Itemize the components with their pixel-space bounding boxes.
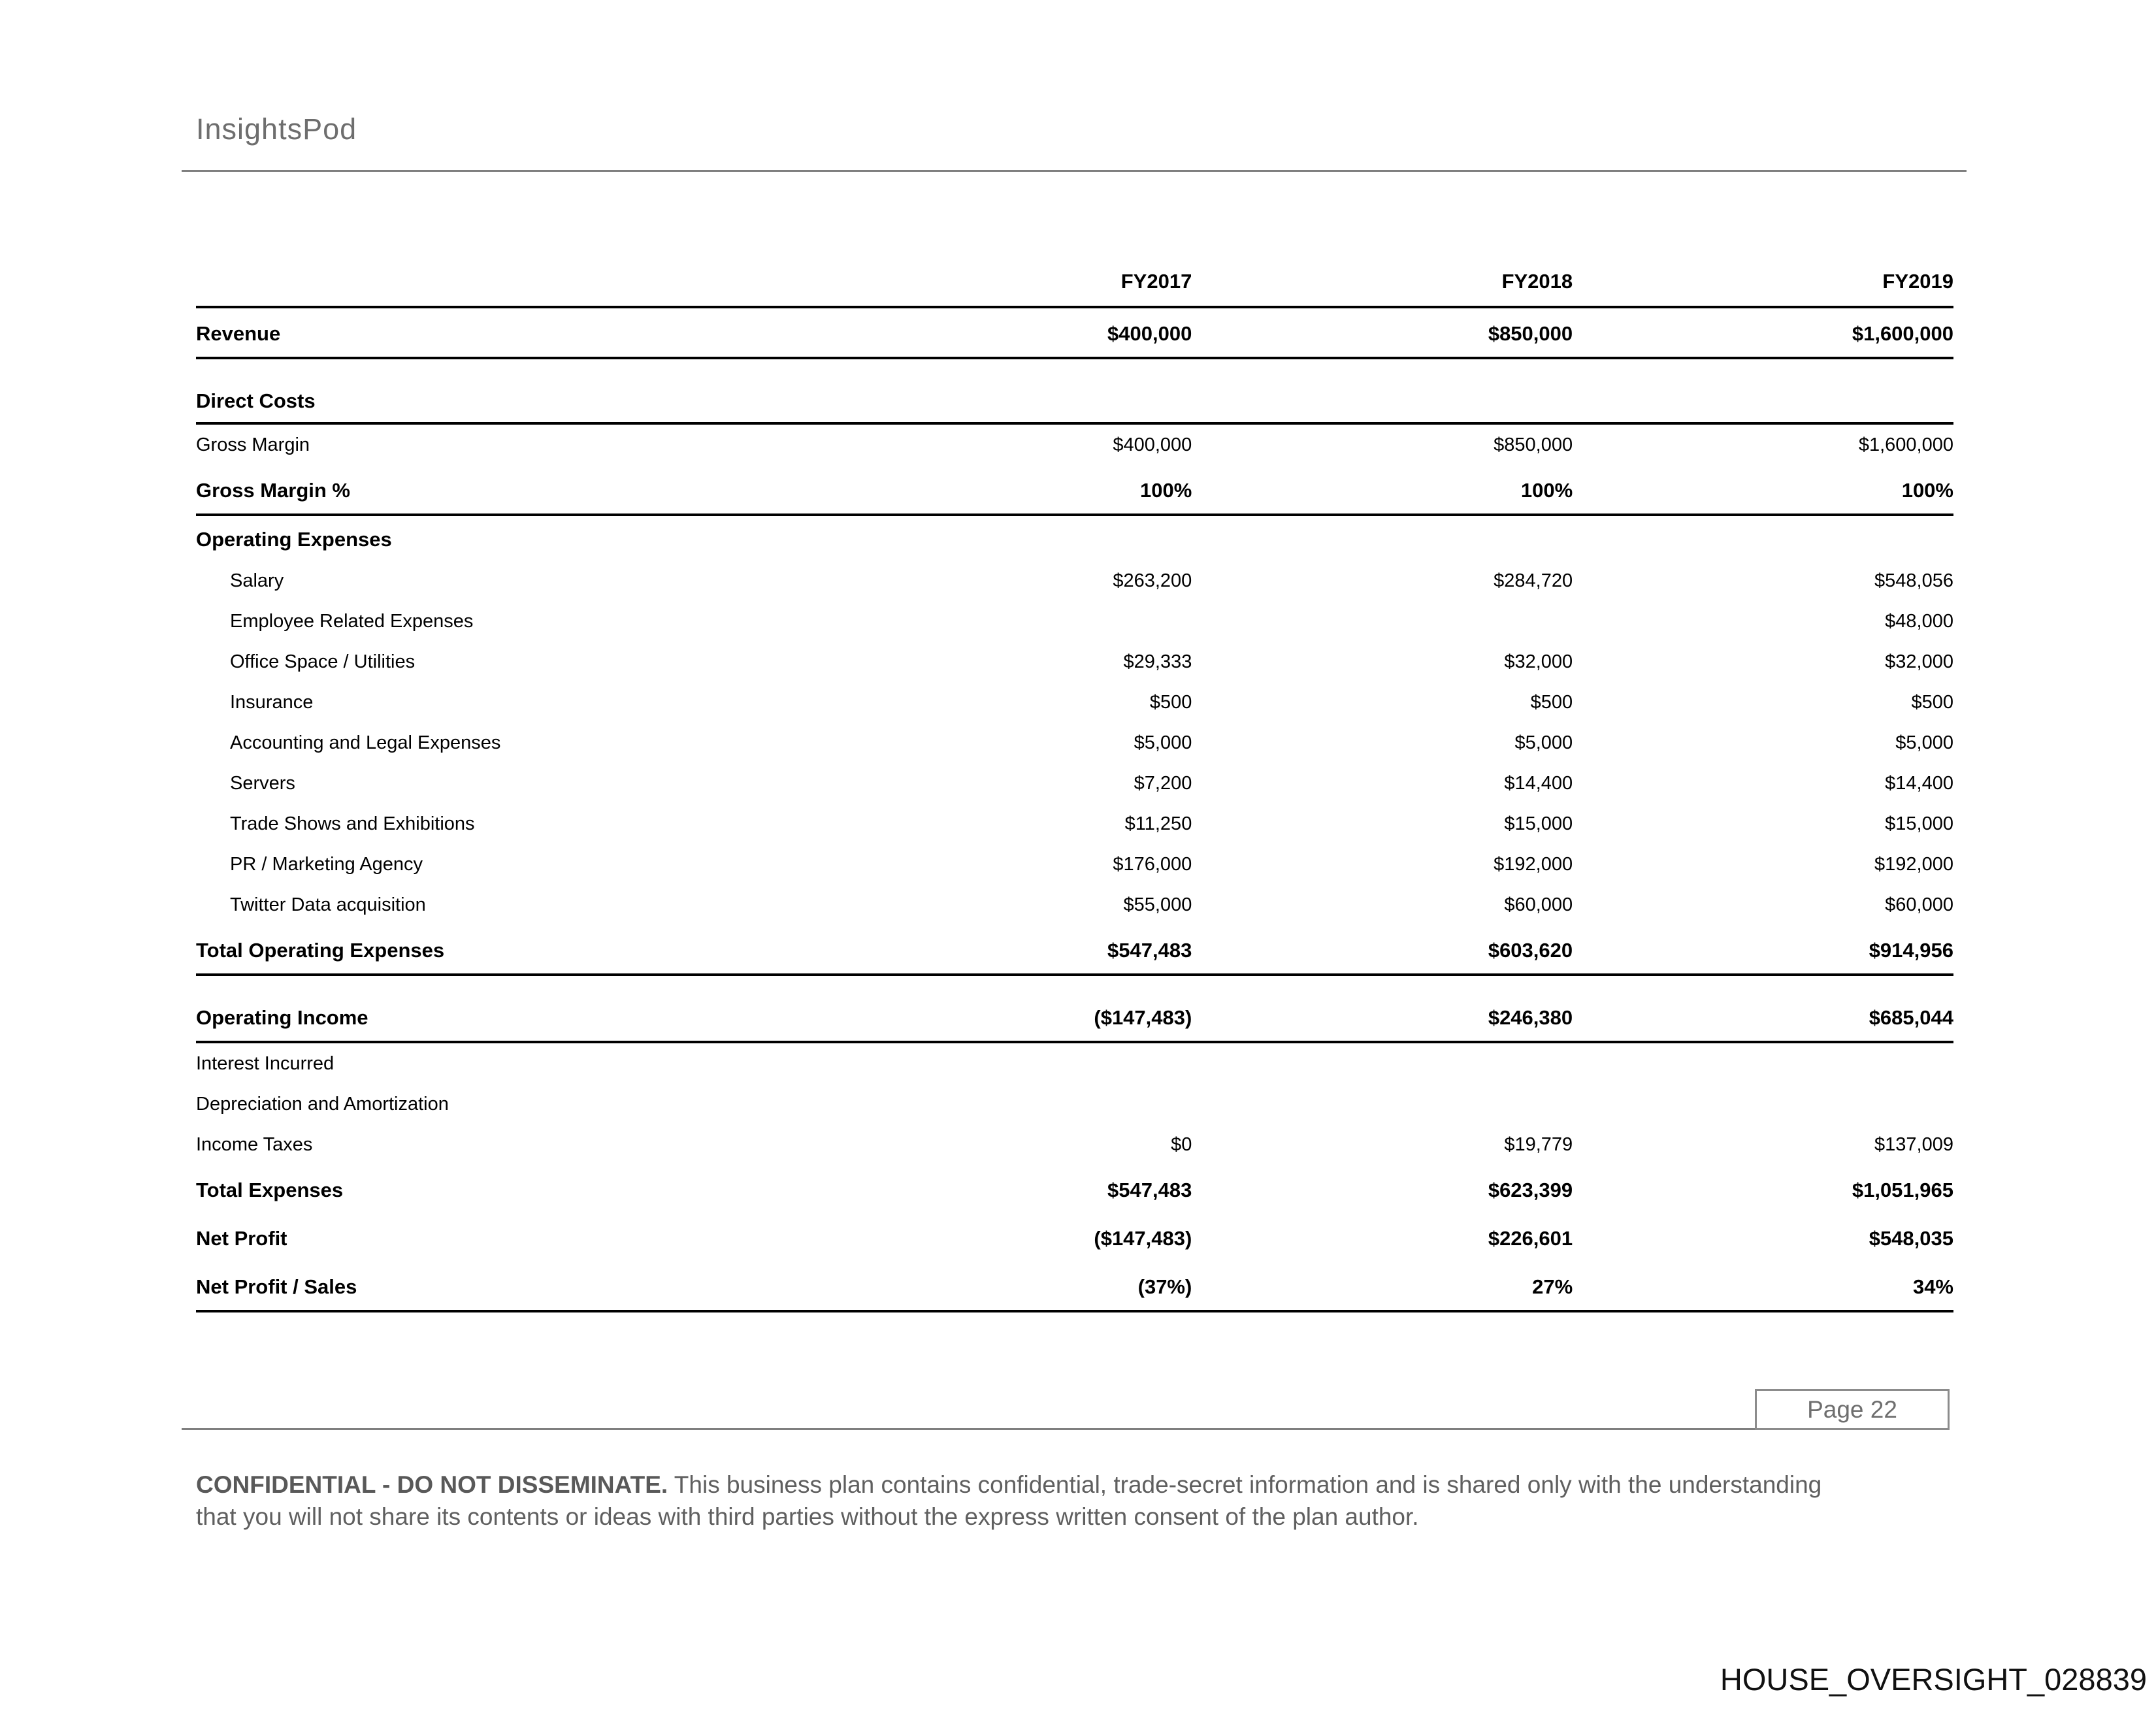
row-value-fy2017: $400,000 xyxy=(1113,434,1192,455)
financial-table xyxy=(196,270,1953,1312)
row-value-fy2017: ($147,483) xyxy=(811,975,1192,1042)
financial-table-body xyxy=(196,307,1953,1311)
row-value-fy2019: $48,000 xyxy=(1885,611,1953,632)
table-row xyxy=(196,307,1953,358)
row-value-fy2018: $192,000 xyxy=(1494,854,1573,875)
table-row xyxy=(196,601,1953,642)
table-row xyxy=(196,515,1953,561)
bates-number: HOUSE_OVERSIGHT_028839 xyxy=(1720,1662,2147,1697)
column-header-fy2019: FY2019 xyxy=(1573,270,1953,307)
row-label: Trade Shows and Exhibitions xyxy=(230,813,475,834)
row-value-fy2017: $7,200 xyxy=(1134,773,1192,794)
row-value-fy2017 xyxy=(811,601,1192,642)
row-label: PR / Marketing Agency xyxy=(230,854,423,875)
table-row xyxy=(196,844,1953,885)
table-row xyxy=(196,682,1953,723)
row-value-fy2017: $176,000 xyxy=(1113,854,1192,875)
table-row xyxy=(196,1165,1953,1213)
row-value-fy2017: $547,483 xyxy=(811,925,1192,975)
row-label: Interest Incurred xyxy=(196,1053,335,1074)
row-value-fy2018: $19,779 xyxy=(1504,1134,1573,1155)
table-row xyxy=(196,561,1953,601)
table-row xyxy=(196,925,1953,975)
row-label: Operating Income xyxy=(196,975,811,1042)
row-value-fy2019: $60,000 xyxy=(1885,894,1953,915)
row-value-fy2019: $32,000 xyxy=(1885,651,1953,672)
row-value-fy2019: $192,000 xyxy=(1874,854,1953,875)
table-row xyxy=(196,423,1953,465)
table-row xyxy=(196,804,1953,844)
row-value-fy2019: $548,035 xyxy=(1869,1227,1953,1250)
table-row xyxy=(196,1124,1953,1165)
row-value-fy2018: 27% xyxy=(1192,1262,1573,1311)
row-value-fy2019: $137,009 xyxy=(1874,1134,1953,1155)
row-value-fy2017: $263,200 xyxy=(1113,570,1192,591)
row-value-fy2018: $500 xyxy=(1530,692,1573,713)
row-label: Operating Expenses xyxy=(196,528,392,551)
row-value-fy2019 xyxy=(1573,1084,1953,1124)
row-value-fy2017: $547,483 xyxy=(1107,1179,1192,1201)
row-value-fy2018: $5,000 xyxy=(1514,732,1573,753)
row-value-fy2018: $226,601 xyxy=(1488,1227,1573,1250)
financials-table-container xyxy=(196,270,1953,1312)
row-value-fy2018 xyxy=(1192,358,1573,423)
table-row xyxy=(196,1213,1953,1262)
row-label: Servers xyxy=(230,773,295,794)
column-header-fy2018: FY2018 xyxy=(1192,270,1573,307)
row-value-fy2017 xyxy=(811,1042,1192,1084)
footer-divider xyxy=(182,1428,1950,1430)
row-value-fy2018: 100% xyxy=(1192,465,1573,515)
row-label: Revenue xyxy=(196,307,811,358)
row-value-fy2019: $14,400 xyxy=(1885,773,1953,794)
row-label: Office Space / Utilities xyxy=(230,651,416,672)
row-value-fy2017: $0 xyxy=(1171,1134,1192,1155)
row-value-fy2019 xyxy=(1573,1042,1953,1084)
row-value-fy2018: $850,000 xyxy=(1192,307,1573,358)
row-value-fy2017: ($147,483) xyxy=(1094,1227,1192,1250)
row-label: Salary xyxy=(230,570,284,591)
confidential-notice-body: This business plan contains confidential, trade-secret information and is shared only with the understanding that you will not share its contents or ideas with third parties without the express written consent of the plan author. xyxy=(196,1471,1822,1530)
row-label: Twitter Data acquisition xyxy=(230,894,426,915)
row-value-fy2017: $55,000 xyxy=(1123,894,1192,915)
row-value-fy2019: $548,056 xyxy=(1874,570,1953,591)
table-row xyxy=(196,358,1953,423)
row-value-fy2019: $500 xyxy=(1911,692,1953,713)
row-value-fy2018: $15,000 xyxy=(1504,813,1573,834)
table-row xyxy=(196,885,1953,925)
row-value-fy2017 xyxy=(811,358,1192,423)
row-label: Net Profit / Sales xyxy=(196,1262,811,1311)
column-header-blank xyxy=(196,270,811,307)
row-value-fy2019: $914,956 xyxy=(1573,925,1953,975)
row-value-fy2018 xyxy=(1192,601,1573,642)
row-label: Total Expenses xyxy=(196,1179,344,1201)
row-value-fy2019: $5,000 xyxy=(1895,732,1953,753)
table-row xyxy=(196,763,1953,804)
row-value-fy2017: $400,000 xyxy=(811,307,1192,358)
row-value-fy2019 xyxy=(1573,515,1953,561)
row-value-fy2019: $1,600,000 xyxy=(1573,307,1953,358)
row-value-fy2019: $1,600,000 xyxy=(1858,434,1953,455)
table-row xyxy=(196,465,1953,515)
row-value-fy2017 xyxy=(811,515,1192,561)
row-value-fy2018: $603,620 xyxy=(1192,925,1573,975)
row-value-fy2018: $32,000 xyxy=(1504,651,1573,672)
row-value-fy2019: 34% xyxy=(1573,1262,1953,1311)
row-label: Accounting and Legal Expenses xyxy=(230,732,501,753)
row-value-fy2019: 100% xyxy=(1573,465,1953,515)
row-value-fy2017: $500 xyxy=(1149,692,1192,713)
row-label: Employee Related Expenses xyxy=(230,611,474,632)
page-number-box xyxy=(1755,1389,1950,1430)
row-label: Net Profit xyxy=(196,1227,287,1250)
row-value-fy2017 xyxy=(811,1084,1192,1124)
row-label: Direct Costs xyxy=(196,358,811,423)
row-label: Insurance xyxy=(230,692,314,713)
row-label: Gross Margin % xyxy=(196,465,811,515)
page-number-label: Page 22 xyxy=(1807,1396,1897,1423)
confidential-notice xyxy=(196,1469,1869,1533)
column-header-fy2017: FY2017 xyxy=(811,270,1192,307)
confidential-notice-lead: CONFIDENTIAL - DO NOT DISSEMINATE. xyxy=(196,1471,668,1498)
table-row xyxy=(196,1042,1953,1084)
table-row xyxy=(196,642,1953,682)
row-value-fy2019: $685,044 xyxy=(1573,975,1953,1042)
row-value-fy2019: $1,051,965 xyxy=(1852,1179,1953,1201)
row-value-fy2018: $60,000 xyxy=(1504,894,1573,915)
row-label: Total Operating Expenses xyxy=(196,925,811,975)
row-value-fy2018 xyxy=(1192,1084,1573,1124)
row-value-fy2017: $5,000 xyxy=(1134,732,1192,753)
row-value-fy2018: $850,000 xyxy=(1494,434,1573,455)
table-row xyxy=(196,975,1953,1042)
row-label: Depreciation and Amortization xyxy=(196,1094,449,1115)
row-value-fy2018: $623,399 xyxy=(1488,1179,1573,1201)
column-header-row xyxy=(196,270,1953,307)
header-divider xyxy=(182,170,1967,172)
row-value-fy2017: 100% xyxy=(811,465,1192,515)
row-value-fy2019 xyxy=(1573,358,1953,423)
row-value-fy2018 xyxy=(1192,1042,1573,1084)
table-row xyxy=(196,723,1953,763)
row-value-fy2017: (37%) xyxy=(811,1262,1192,1311)
financial-table-header xyxy=(196,270,1953,307)
row-value-fy2017: $29,333 xyxy=(1123,651,1192,672)
row-label: Income Taxes xyxy=(196,1134,313,1155)
table-row xyxy=(196,1084,1953,1124)
row-value-fy2018: $284,720 xyxy=(1494,570,1573,591)
row-value-fy2017: $11,250 xyxy=(1124,813,1192,834)
table-row xyxy=(196,1262,1953,1311)
row-label: Gross Margin xyxy=(196,434,310,455)
row-value-fy2019: $15,000 xyxy=(1885,813,1953,834)
row-value-fy2018 xyxy=(1192,515,1573,561)
row-value-fy2018: $14,400 xyxy=(1504,773,1573,794)
brand-title: InsightsPod xyxy=(196,112,357,146)
row-value-fy2018: $246,380 xyxy=(1192,975,1573,1042)
